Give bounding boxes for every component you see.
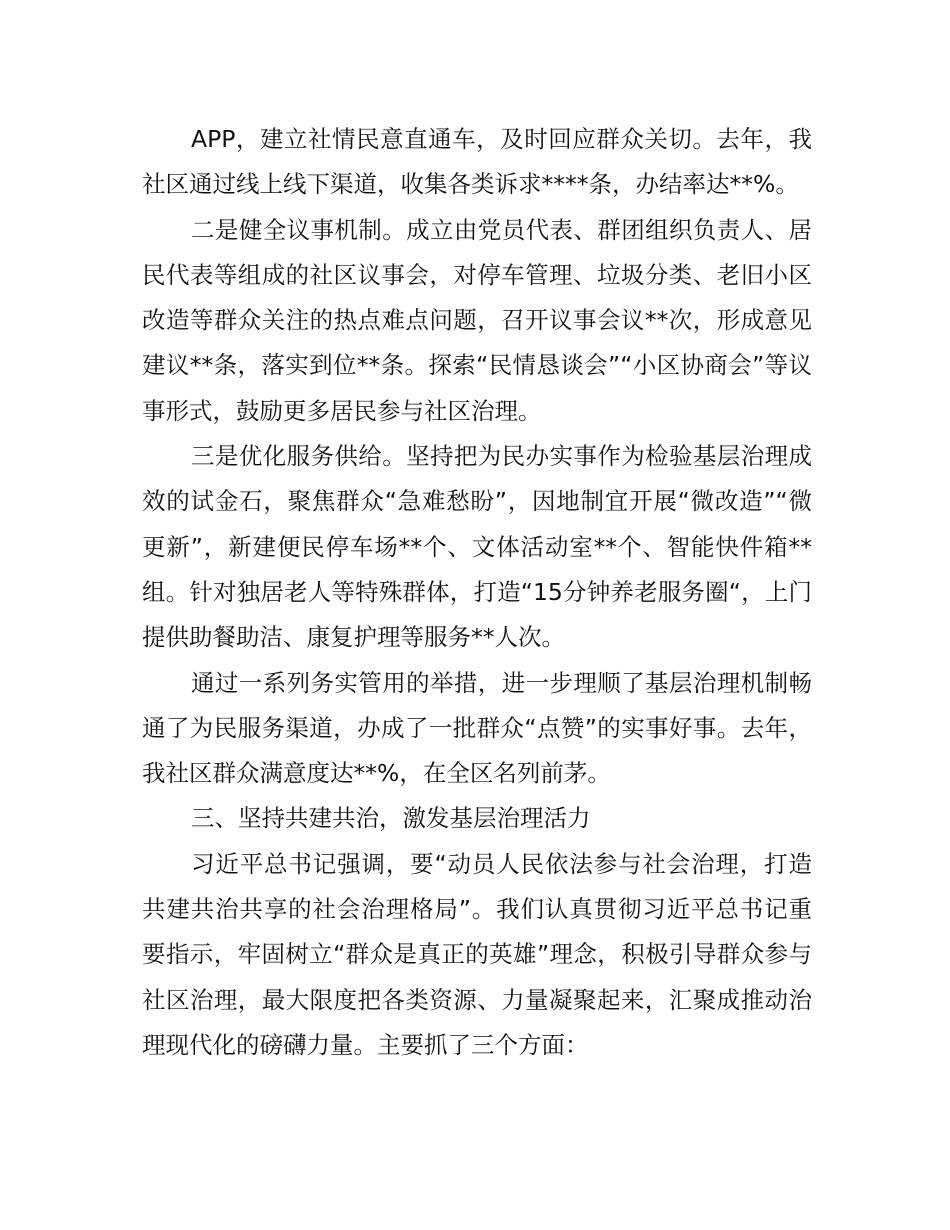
section-heading: 三、坚持共建共治，激发基层治理活力 [191,804,591,833]
paragraph-4: 通过一系列务实管用的举措，进一步理顺了基层治理机制畅通了为民服务渠道，办成了一批群众“点赞”的实事好事。去年，我社区群众满意度达**%，在全区名列前茅。 [142,668,812,788]
paragraph-5: 习近平总书记强调，要“动员人民依法参与社会治理，打造共建共治共享的社会治理格局”。我们认真贯彻习近平总书记重要指示，牢固树立“群众是真正的英雄”理念，积极引导群众参与社区治理，最大限度把各类资源、力量凝聚起来，汇聚成推动治理现代化的磅礴力量。主要抓了三个方面： [142,849,812,1059]
paragraph-1: APP，建立社情民意直通车，及时回应群众关切。去年，我社区通过线上线下渠道，收集各类诉求****条，办结率达**%。 [142,125,812,199]
document-body [142,117,812,1068]
paragraph-2: 二是健全议事机制。成立由党员代表、群团组织负责人、居民代表等组成的社区议事会，对停车管理、垃圾分类、老旧小区改造等群众关注的热点难点问题，召开议事会议**次，形成意见建议**条，落实到位**条。探索“民情恳谈会”“小区协商会”等议事形式，鼓励更多居民参与社区治理。 [142,215,812,425]
paragraph-3: 三是优化服务供给。坚持把为民办实事作为检验基层治理成效的试金石，聚焦群众“急难愁盼”，因地制宜开展“微改造”“微更新”，新建便民停车场**个、文体活动室**个、智能快件箱**组。针对独居老人等特殊群体，打造“15分钟养老服务圈“，上门提供助餐助洁、康复护理等服务**人次。 [142,442,812,652]
